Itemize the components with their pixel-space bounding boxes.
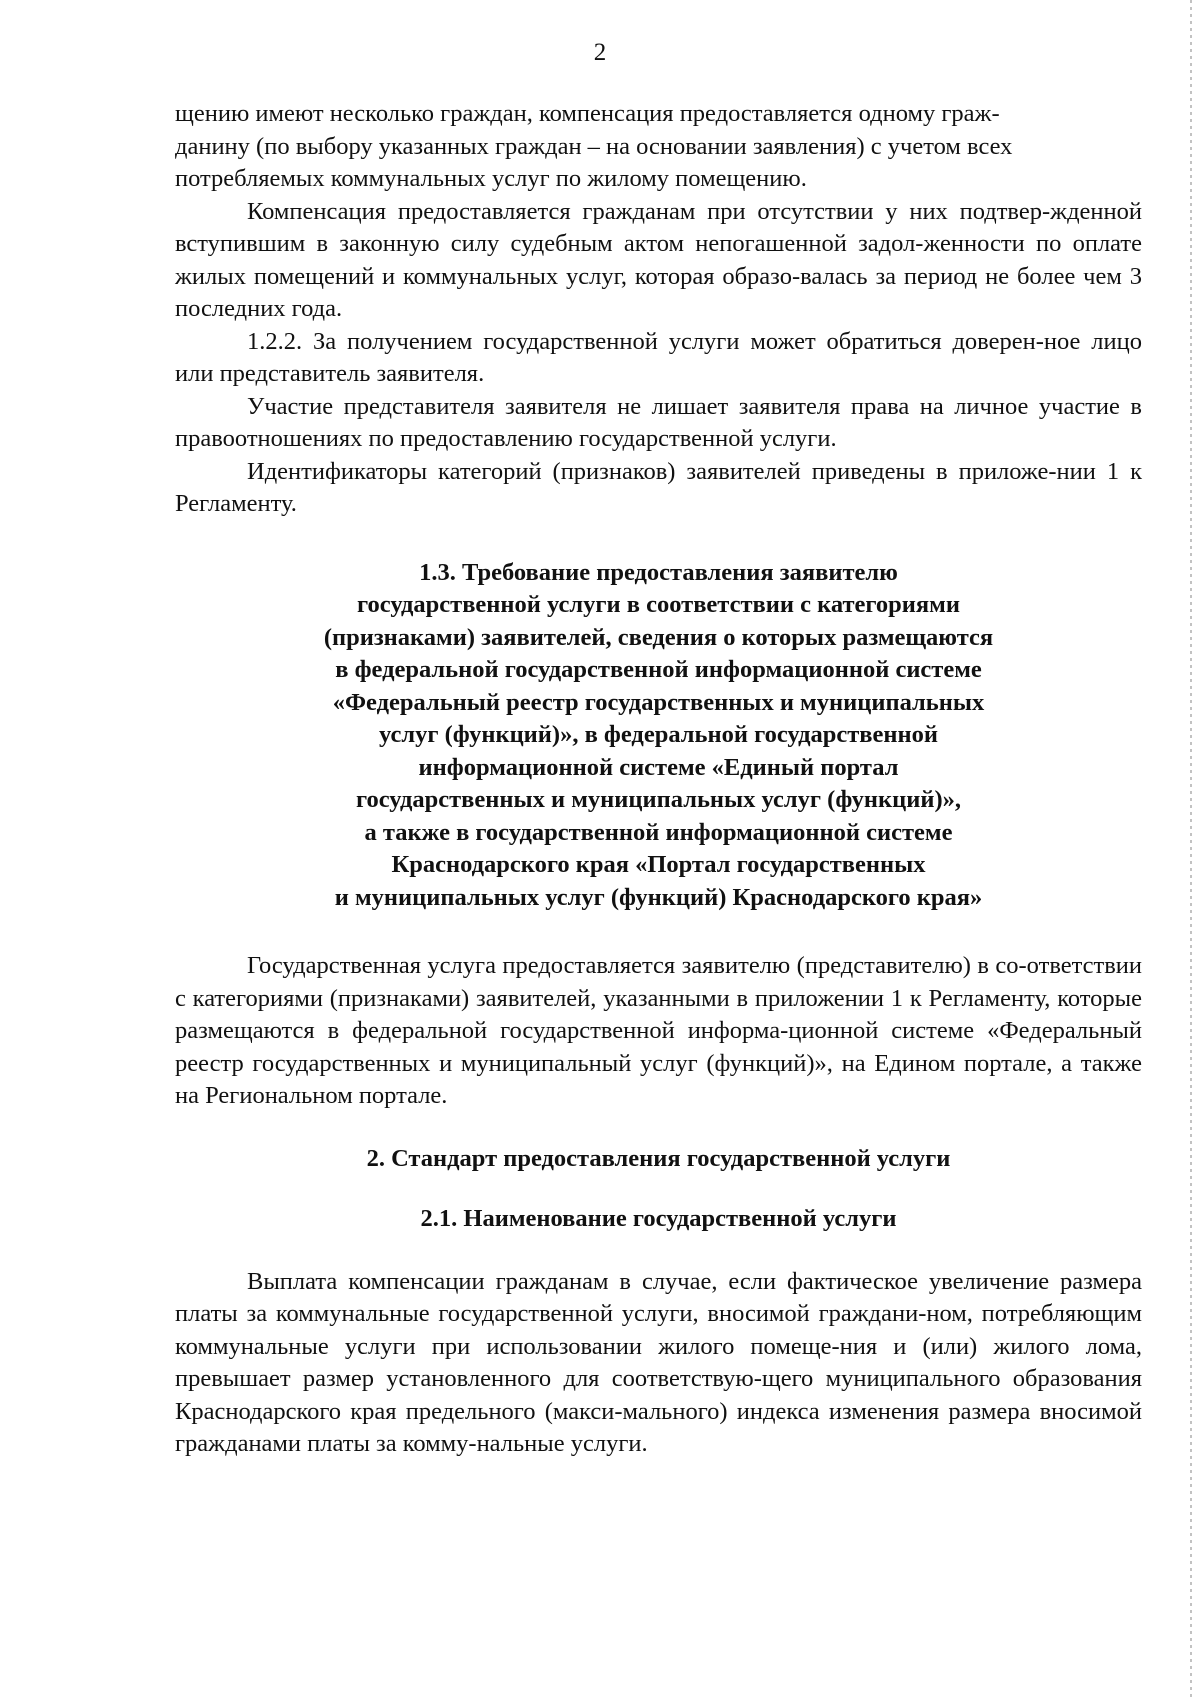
heading-line: в федеральной государственной информационной системе — [335, 656, 982, 683]
heading-line: 1.3. Требование предоставления заявителю — [419, 558, 898, 586]
heading-line: информационной системе «Единый портал — [418, 753, 899, 781]
section-heading-1-3 — [175, 557, 1142, 915]
paragraph-1-2-2: 1.2.2. За получением государственной услуги может обратиться доверен-ное лицо или представитель заявителя. — [175, 327, 1142, 387]
text-line: потребляемых коммунальных услуг по жилому помещению. — [175, 165, 807, 192]
spacer — [175, 1175, 1142, 1203]
document-body — [175, 98, 1142, 1461]
paragraph-debt-condition: Компенсация предоставляется гражданам при отсутствии у них подтвер-жденной вступившим в законную силу судебным актом непогашенной задол-женности по оплате жилых помещений и коммунальных услуг, которая образо-валась за период не более чем 3 последних года. — [175, 197, 1142, 322]
spacer — [175, 1236, 1142, 1266]
text-line: данину (по выбору указанных граждан – на основании заявления) с учетом всех — [175, 132, 1013, 160]
heading-line: государственных и муниципальных услуг (функций)», — [355, 786, 962, 813]
paragraph-representative: Участие представителя заявителя не лишает заявителя права на личное участие в правоотношениях по предоставлению государственной услуги. — [175, 392, 1142, 452]
heading-line: а также в государственной информационной системе — [364, 818, 953, 846]
text-line: щению имеют несколько граждан, компенсация предоставляется одному граж- — [175, 100, 1000, 127]
paragraph-identifiers: Идентификаторы категорий (признаков) заявителей приведены в приложе-нии 1 к Регламенту. — [175, 457, 1142, 517]
spacer — [175, 914, 1142, 950]
page-number: 2 — [593, 39, 607, 66]
heading-line: Краснодарского края «Портал государственных — [391, 851, 926, 878]
heading-line: услуг (функций)», в федеральной государственной — [378, 721, 939, 748]
paragraph-2-1-body: Выплата компенсации гражданам в случае, если фактическое увеличение размера платы за коммунальные государственной услуги, вносимой граждани-ном, потребляющим коммунальные услуги при использовании жилого помеще-ния и (или) жилого лома, превышает размер установленного для соответствую-щего муниципального образования Краснодарского края предельного (макси-мального) индекса изменения размера вносимой гражданами платы за комму-нальные услуги. — [175, 1267, 1142, 1457]
scan-edge-artifact — [1190, 0, 1192, 1697]
section-heading-2-1: 2.1. Наименование государственной услуги — [420, 1205, 897, 1232]
paragraph-1-3-body: Государственная услуга предоставляется заявителю (представителю) в со-ответствии с категориями (признаками) заявителей, указанными в приложении 1 к Регламенту, которые размещаются в федеральной государственной информа-ционной системе «Федеральный реестр государственных и муниципальный услуг (функций)», на Едином портале, а также на Региональном портале. — [175, 952, 1142, 1109]
spacer — [175, 521, 1142, 557]
heading-line: «Федеральный реестр государственных и муниципальных — [332, 688, 985, 716]
paragraph-continuation — [175, 98, 1142, 196]
section-heading-2: 2. Стандарт предоставления государственной услуги — [366, 1144, 951, 1172]
heading-line: и муниципальных услуг (функций) Краснодарского края» — [334, 883, 983, 911]
heading-line: (признаками) заявителей, сведения о которых размещаются — [323, 623, 994, 651]
spacer — [175, 1113, 1142, 1143]
heading-line: государственной услуги в соответствии с категориями — [357, 591, 960, 618]
